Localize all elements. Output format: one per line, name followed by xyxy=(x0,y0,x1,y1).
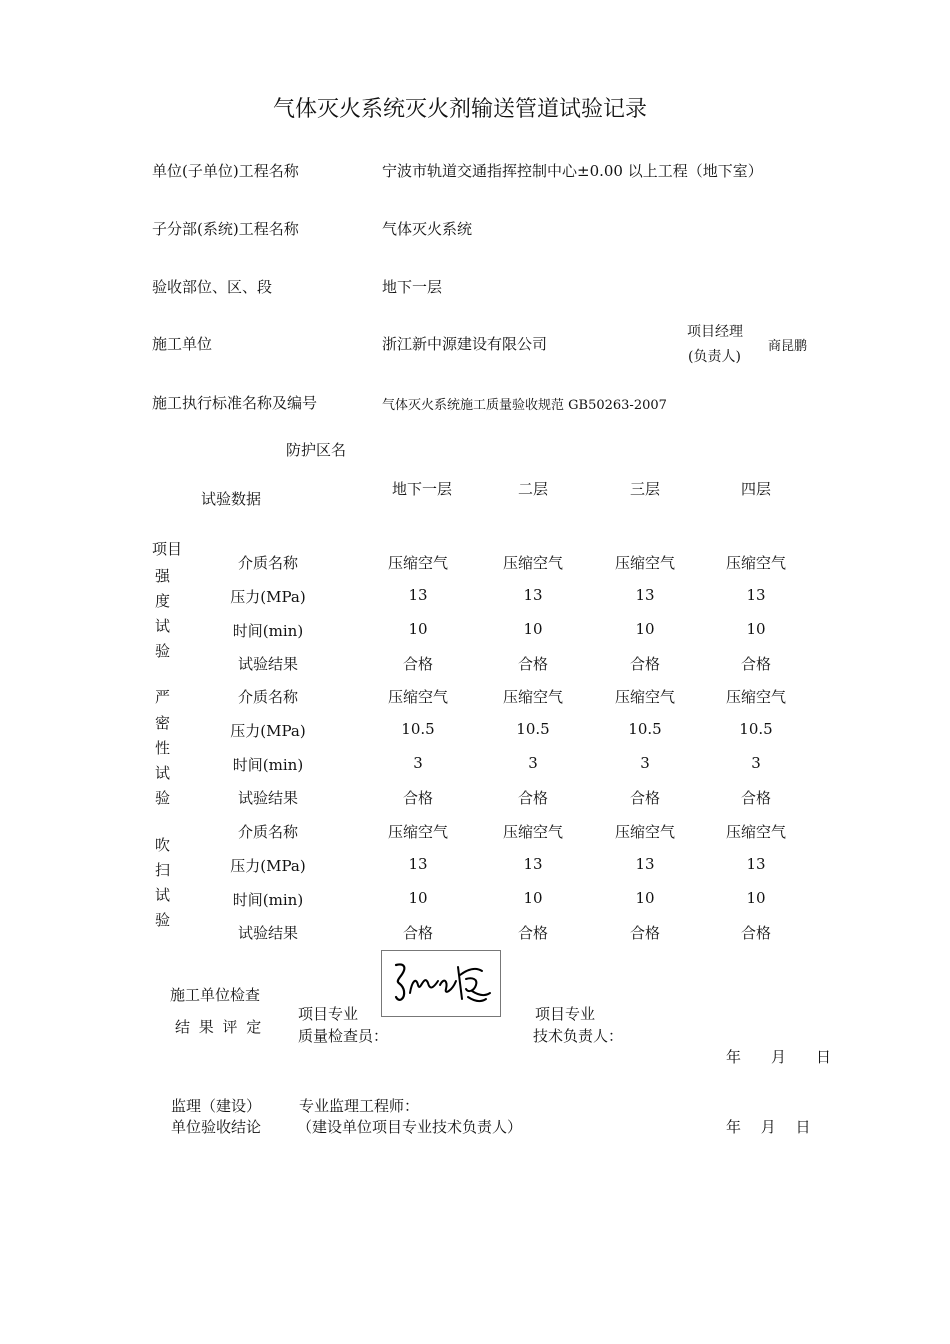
manager-value: 商昆鹏 xyxy=(768,339,808,354)
table-cell: 10 xyxy=(523,889,543,907)
row-label-result: 试验结果 xyxy=(237,655,298,673)
row-label-pressure: 压力(MPa) xyxy=(230,857,306,875)
row-label-medium: 介质名称 xyxy=(237,688,298,706)
row-label-result: 试验结果 xyxy=(237,789,298,807)
table-cell: 10 xyxy=(408,889,428,907)
table-cell: 合格 xyxy=(629,924,660,942)
sub-project-value: 气体灭火系统 xyxy=(382,220,473,238)
zone-header-1: 地下一层 xyxy=(391,480,452,498)
tightness-test-char: 严 xyxy=(155,688,171,706)
signature-box xyxy=(381,950,501,1017)
table-cell: 压缩空气 xyxy=(387,823,448,841)
table-cell: 10 xyxy=(635,620,655,638)
table-cell: 压缩空气 xyxy=(614,823,675,841)
purge-test-char: 验 xyxy=(155,911,171,929)
table-cell: 压缩空气 xyxy=(614,688,675,706)
table-cell: 压缩空气 xyxy=(614,554,675,572)
table-cell: 合格 xyxy=(629,655,660,673)
inspection-label-1: 施工单位检查 xyxy=(170,986,261,1004)
table-cell: 10 xyxy=(635,889,655,907)
table-cell: 10 xyxy=(523,620,543,638)
tightness-test-char: 密 xyxy=(155,714,171,732)
standard-label: 施工执行标准名称及编号 xyxy=(152,394,318,412)
table-cell: 压缩空气 xyxy=(725,688,786,706)
strength-test-char: 度 xyxy=(155,592,171,610)
row-label-pressure: 压力(MPa) xyxy=(230,722,306,740)
tightness-test-char: 验 xyxy=(155,789,171,807)
table-cell: 3 xyxy=(528,754,538,772)
unit-project-value: 宁波市轨道交通指挥控制中心±0.00 以上工程（地下室） xyxy=(382,162,763,180)
table-cell: 13 xyxy=(746,586,766,604)
table-cell: 合格 xyxy=(402,924,433,942)
supervision-date: 年 月 日 xyxy=(726,1118,811,1136)
table-cell: 合格 xyxy=(402,789,433,807)
row-label-medium: 介质名称 xyxy=(237,554,298,572)
table-cell: 10.5 xyxy=(739,720,773,738)
zone-header-3: 三层 xyxy=(629,480,660,498)
inspection-label-2: 结 果 评 定 xyxy=(175,1018,264,1036)
strength-test-char: 验 xyxy=(155,642,171,660)
location-value: 地下一层 xyxy=(382,278,443,296)
table-cell: 合格 xyxy=(517,655,548,673)
manager-label-2: (负责人) xyxy=(688,349,741,365)
table-cell: 合格 xyxy=(740,924,771,942)
tightness-test-char: 试 xyxy=(155,764,171,782)
inspection-date: 年 月 日 xyxy=(726,1048,832,1066)
table-cell: 13 xyxy=(746,855,766,873)
table-cell: 压缩空气 xyxy=(387,554,448,572)
table-cell: 压缩空气 xyxy=(502,823,563,841)
page-title: 气体灭火系统灭火剂输送管道试验记录 xyxy=(272,97,647,122)
strength-test-char: 试 xyxy=(155,617,171,635)
table-cell: 压缩空气 xyxy=(387,688,448,706)
supervision-label-1: 监理（建设） xyxy=(171,1097,262,1115)
tightness-test-char: 性 xyxy=(155,739,171,757)
table-cell: 压缩空气 xyxy=(502,688,563,706)
table-cell: 13 xyxy=(523,855,543,873)
table-cell: 合格 xyxy=(517,924,548,942)
table-cell: 合格 xyxy=(740,655,771,673)
table-cell: 合格 xyxy=(402,655,433,673)
strength-test-char: 强 xyxy=(155,567,171,585)
contractor-label: 施工单位 xyxy=(152,335,213,353)
row-label-pressure: 压力(MPa) xyxy=(230,588,306,606)
purge-test-char: 扫 xyxy=(155,861,171,879)
table-cell: 10.5 xyxy=(516,720,550,738)
table-cell: 10.5 xyxy=(401,720,435,738)
location-label: 验收部位、区、段 xyxy=(152,278,273,296)
row-label-time: 时间(min) xyxy=(232,756,304,774)
contractor-value: 浙江新中源建设有限公司 xyxy=(382,335,548,353)
zone-header: 防护区名 xyxy=(286,441,347,459)
purge-test-char: 吹 xyxy=(155,836,171,854)
row-label-time: 时间(min) xyxy=(232,891,304,909)
tech-label-2: 技术负责人： xyxy=(533,1027,624,1045)
row-label-result: 试验结果 xyxy=(237,924,298,942)
row-label-medium: 介质名称 xyxy=(237,823,298,841)
data-header: 试验数据 xyxy=(201,490,262,508)
table-cell: 10 xyxy=(408,620,428,638)
table-cell: 3 xyxy=(640,754,650,772)
table-cell: 压缩空气 xyxy=(725,554,786,572)
zone-header-2: 二层 xyxy=(517,480,548,498)
handwritten-signature xyxy=(382,951,500,1016)
supervising-engineer-label: 专业监理工程师： xyxy=(299,1097,420,1115)
table-cell: 压缩空气 xyxy=(725,823,786,841)
table-cell: 3 xyxy=(413,754,423,772)
table-cell: 13 xyxy=(408,586,428,604)
manager-label-1: 项目经理 xyxy=(687,324,743,340)
sub-project-label: 子分部(系统)工程名称 xyxy=(152,220,299,238)
zone-header-4: 四层 xyxy=(740,480,771,498)
table-cell: 压缩空气 xyxy=(502,554,563,572)
table-cell: 3 xyxy=(751,754,761,772)
unit-project-label: 单位(子单位)工程名称 xyxy=(152,162,299,180)
table-cell: 10.5 xyxy=(628,720,662,738)
table-cell: 合格 xyxy=(517,789,548,807)
table-cell: 10 xyxy=(746,889,766,907)
supervision-label-2: 单位验收结论 xyxy=(171,1118,262,1136)
qc-label-2: 质量检查员： xyxy=(298,1027,389,1045)
item-header: 项目 xyxy=(152,540,183,558)
qc-label-1: 项目专业 xyxy=(298,1005,359,1023)
tech-label-1: 项目专业 xyxy=(535,1005,596,1023)
supervising-engineer-note: （建设单位项目专业技术负责人） xyxy=(297,1118,523,1136)
table-cell: 合格 xyxy=(740,789,771,807)
purge-test-char: 试 xyxy=(155,886,171,904)
table-cell: 13 xyxy=(635,855,655,873)
row-label-time: 时间(min) xyxy=(232,622,304,640)
table-cell: 10 xyxy=(746,620,766,638)
table-cell: 13 xyxy=(523,586,543,604)
table-cell: 13 xyxy=(635,586,655,604)
table-cell: 合格 xyxy=(629,789,660,807)
table-cell: 13 xyxy=(408,855,428,873)
standard-value: 气体灭火系统施工质量验收规范 GB50263-2007 xyxy=(382,398,667,413)
